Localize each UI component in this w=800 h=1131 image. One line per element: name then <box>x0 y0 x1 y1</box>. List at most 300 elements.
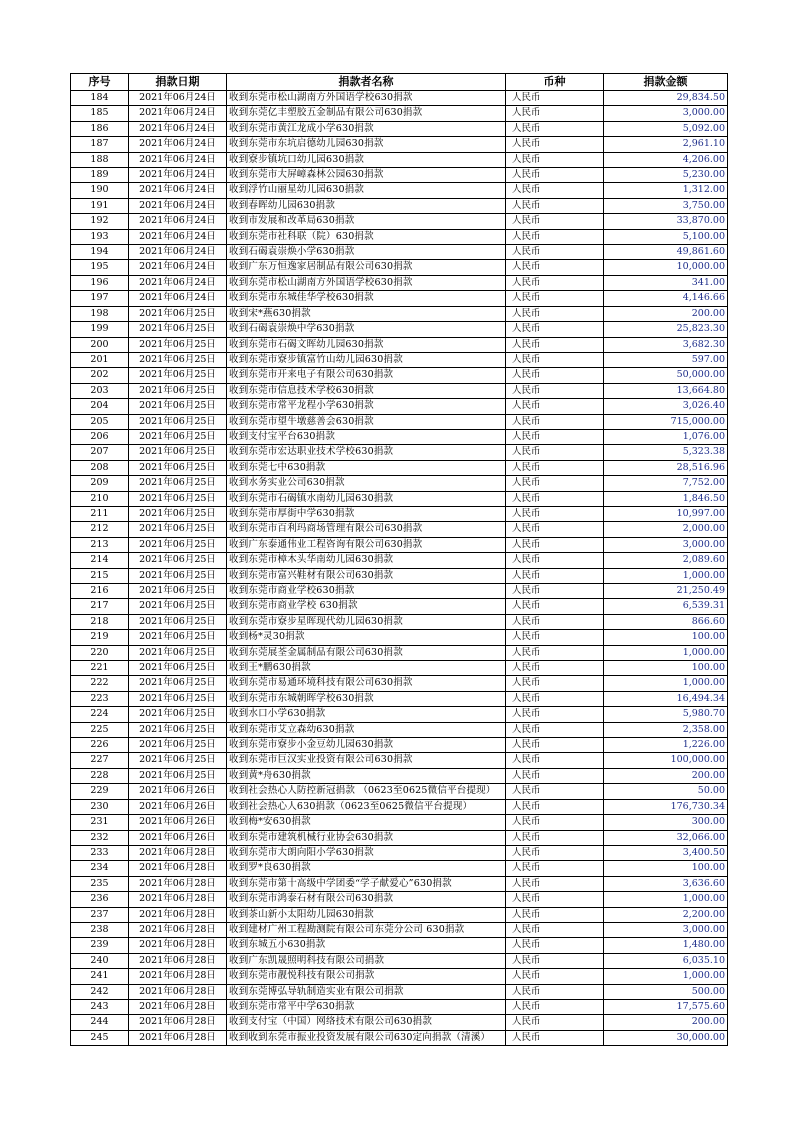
donation-date-cell: 2021年06月25日 <box>129 630 227 645</box>
currency-cell: 人民币 <box>506 121 604 136</box>
table-row <box>71 183 728 198</box>
serial-no-cell: 228 <box>71 768 129 783</box>
table-row <box>71 861 728 876</box>
amount-cell: 6,539.31 <box>604 599 728 614</box>
table-row <box>71 168 728 183</box>
currency-cell: 人民币 <box>506 753 604 768</box>
table-row <box>71 476 728 491</box>
serial-no-cell: 216 <box>71 584 129 599</box>
donor-name-cell: 收到东莞市第十高级中学团委“学子献爱心”630捐款 <box>227 876 506 891</box>
table-row <box>71 491 728 506</box>
donation-date-cell: 2021年06月25日 <box>129 676 227 691</box>
table-row <box>71 722 728 737</box>
table-row <box>71 753 728 768</box>
amount-cell: 2,089.60 <box>604 553 728 568</box>
amount-cell: 100,000.00 <box>604 753 728 768</box>
donor-name-cell: 收到支付宝平台630捐款 <box>227 429 506 444</box>
donation-date-cell: 2021年06月28日 <box>129 861 227 876</box>
table-row <box>71 922 728 937</box>
serial-no-cell: 229 <box>71 784 129 799</box>
currency-cell: 人民币 <box>506 784 604 799</box>
donation-date-cell: 2021年06月25日 <box>129 306 227 321</box>
currency-cell: 人民币 <box>506 306 604 321</box>
serial-no-cell: 239 <box>71 938 129 953</box>
donation-date-cell: 2021年06月25日 <box>129 553 227 568</box>
donor-name-cell: 收到东莞市富兴鞋材有限公司630捐款 <box>227 568 506 583</box>
currency-cell: 人民币 <box>506 91 604 106</box>
table-row <box>71 938 728 953</box>
serial-no-cell: 204 <box>71 399 129 414</box>
currency-cell: 人民币 <box>506 599 604 614</box>
donor-name-cell: 收到东莞七中630捐款 <box>227 460 506 475</box>
currency-cell: 人民币 <box>506 876 604 891</box>
amount-cell: 5,323.38 <box>604 445 728 460</box>
serial-no-cell: 227 <box>71 753 129 768</box>
amount-cell: 1,000.00 <box>604 676 728 691</box>
serial-no-cell: 198 <box>71 306 129 321</box>
table-row <box>71 352 728 367</box>
amount-cell: 32,066.00 <box>604 830 728 845</box>
donor-name-cell: 收到东莞市东城朝晖学校630捐款 <box>227 691 506 706</box>
amount-cell: 100.00 <box>604 661 728 676</box>
donor-name-cell: 收到东莞市东城佳华学校630捐款 <box>227 291 506 306</box>
donor-name-cell: 收到梅*安630捐款 <box>227 815 506 830</box>
donation-date-cell: 2021年06月24日 <box>129 245 227 260</box>
currency-cell: 人民币 <box>506 522 604 537</box>
serial-no-cell: 215 <box>71 568 129 583</box>
amount-cell: 200.00 <box>604 1015 728 1030</box>
currency-cell: 人民币 <box>506 999 604 1014</box>
donor-name-cell: 收到收到东莞市振业投资发展有限公司630定向捐款（清溪） <box>227 1030 506 1045</box>
amount-cell: 28,516.96 <box>604 460 728 475</box>
serial-no-cell: 230 <box>71 799 129 814</box>
table-row <box>71 876 728 891</box>
amount-cell: 25,823.30 <box>604 322 728 337</box>
currency-cell: 人民币 <box>506 845 604 860</box>
table-row <box>71 322 728 337</box>
amount-cell: 1,000.00 <box>604 892 728 907</box>
amount-cell: 33,870.00 <box>604 214 728 229</box>
serial-no-cell: 194 <box>71 245 129 260</box>
currency-cell: 人民币 <box>506 337 604 352</box>
donation-date-cell: 2021年06月24日 <box>129 198 227 213</box>
currency-cell: 人民币 <box>506 691 604 706</box>
currency-cell: 人民币 <box>506 1030 604 1045</box>
table-row <box>71 892 728 907</box>
amount-cell: 500.00 <box>604 984 728 999</box>
amount-cell: 5,230.00 <box>604 168 728 183</box>
table-row <box>71 368 728 383</box>
donor-name-cell: 收到市发展和改革局630捐款 <box>227 214 506 229</box>
serial-no-cell: 240 <box>71 953 129 968</box>
serial-no-cell: 234 <box>71 861 129 876</box>
serial-no-cell: 192 <box>71 214 129 229</box>
header-donor-name: 捐款者名称 <box>227 74 506 91</box>
donor-name-cell: 收到广东万恒逸家居制品有限公司630捐款 <box>227 260 506 275</box>
amount-cell: 200.00 <box>604 306 728 321</box>
amount-cell: 3,682.30 <box>604 337 728 352</box>
amount-cell: 200.00 <box>604 768 728 783</box>
donor-name-cell: 收到东莞市厚街中学630捐款 <box>227 506 506 521</box>
currency-cell: 人民币 <box>506 491 604 506</box>
table-row <box>71 845 728 860</box>
currency-cell: 人民币 <box>506 445 604 460</box>
currency-cell: 人民币 <box>506 938 604 953</box>
amount-cell: 3,750.00 <box>604 198 728 213</box>
currency-cell: 人民币 <box>506 722 604 737</box>
currency-cell: 人民币 <box>506 969 604 984</box>
donation-date-cell: 2021年06月25日 <box>129 661 227 676</box>
donor-name-cell: 收到东莞市鸿泰石材有限公司630捐款 <box>227 892 506 907</box>
table-row <box>71 630 728 645</box>
donation-date-cell: 2021年06月25日 <box>129 445 227 460</box>
currency-cell: 人民币 <box>506 861 604 876</box>
donation-date-cell: 2021年06月24日 <box>129 291 227 306</box>
donor-name-cell: 收到支付宝（中国）网络技术有限公司630捐款 <box>227 1015 506 1030</box>
amount-cell: 7,752.00 <box>604 476 728 491</box>
table-row <box>71 599 728 614</box>
table-row <box>71 445 728 460</box>
serial-no-cell: 202 <box>71 368 129 383</box>
donor-name-cell: 收到春晖幼儿园630捐款 <box>227 198 506 213</box>
serial-no-cell: 226 <box>71 738 129 753</box>
donation-date-cell: 2021年06月28日 <box>129 999 227 1014</box>
donation-date-cell: 2021年06月26日 <box>129 784 227 799</box>
currency-cell: 人民币 <box>506 661 604 676</box>
table-row <box>71 245 728 260</box>
donor-name-cell: 收到东莞市开来电子有限公司630捐款 <box>227 368 506 383</box>
donor-name-cell: 收到东莞市艾立森幼630捐款 <box>227 722 506 737</box>
currency-cell: 人民币 <box>506 645 604 660</box>
amount-cell: 1,846.50 <box>604 491 728 506</box>
amount-cell: 100.00 <box>604 630 728 645</box>
donor-name-cell: 收到寮步镇坑口幼儿园630捐款 <box>227 152 506 167</box>
donor-name-cell: 收到东莞市商业学校 630捐款 <box>227 599 506 614</box>
amount-cell: 2,000.00 <box>604 522 728 537</box>
donation-date-cell: 2021年06月25日 <box>129 768 227 783</box>
currency-cell: 人民币 <box>506 614 604 629</box>
serial-no-cell: 224 <box>71 707 129 722</box>
amount-cell: 4,146.66 <box>604 291 728 306</box>
amount-cell: 3,026.40 <box>604 399 728 414</box>
donation-date-cell: 2021年06月28日 <box>129 907 227 922</box>
donation-date-cell: 2021年06月28日 <box>129 876 227 891</box>
donation-date-cell: 2021年06月25日 <box>129 414 227 429</box>
amount-cell: 10,997.00 <box>604 506 728 521</box>
amount-cell: 4,206.00 <box>604 152 728 167</box>
table-row <box>71 768 728 783</box>
serial-no-cell: 241 <box>71 969 129 984</box>
table-row <box>71 707 728 722</box>
donor-name-cell: 收到东莞市松山湖南方外国语学校630捐款 <box>227 275 506 290</box>
table-row <box>71 1015 728 1030</box>
table-row <box>71 676 728 691</box>
currency-cell: 人民币 <box>506 984 604 999</box>
currency-cell: 人民币 <box>506 429 604 444</box>
table-row <box>71 661 728 676</box>
donor-name-cell: 收到东莞市常平龙程小学630捐款 <box>227 399 506 414</box>
serial-no-cell: 231 <box>71 815 129 830</box>
table-row <box>71 414 728 429</box>
currency-cell: 人民币 <box>506 106 604 121</box>
header-amount: 捐款金额 <box>604 74 728 91</box>
donation-date-cell: 2021年06月28日 <box>129 969 227 984</box>
donation-date-cell: 2021年06月28日 <box>129 938 227 953</box>
donor-name-cell: 收到王*鹏630捐款 <box>227 661 506 676</box>
donor-name-cell: 收到东城五小630捐款 <box>227 938 506 953</box>
donor-name-cell: 收到东莞市寮步小金豆幼儿园630捐款 <box>227 738 506 753</box>
donor-name-cell: 收到东莞市望牛墩慈善会630捐款 <box>227 414 506 429</box>
donation-date-cell: 2021年06月25日 <box>129 537 227 552</box>
donation-date-cell: 2021年06月24日 <box>129 260 227 275</box>
table-row <box>71 537 728 552</box>
serial-no-cell: 206 <box>71 429 129 444</box>
currency-cell: 人民币 <box>506 738 604 753</box>
amount-cell: 5,100.00 <box>604 229 728 244</box>
currency-cell: 人民币 <box>506 707 604 722</box>
donation-date-cell: 2021年06月25日 <box>129 491 227 506</box>
currency-cell: 人民币 <box>506 892 604 907</box>
currency-cell: 人民币 <box>506 183 604 198</box>
donor-name-cell: 收到广东泰通伟业工程咨询有限公司630捐款 <box>227 537 506 552</box>
amount-cell: 866.60 <box>604 614 728 629</box>
amount-cell: 29,834.50 <box>604 91 728 106</box>
serial-no-cell: 214 <box>71 553 129 568</box>
amount-cell: 49,861.60 <box>604 245 728 260</box>
serial-no-cell: 217 <box>71 599 129 614</box>
table-row <box>71 229 728 244</box>
donation-date-cell: 2021年06月25日 <box>129 722 227 737</box>
currency-cell: 人民币 <box>506 584 604 599</box>
currency-cell: 人民币 <box>506 137 604 152</box>
serial-no-cell: 209 <box>71 476 129 491</box>
donation-date-cell: 2021年06月25日 <box>129 707 227 722</box>
donor-name-cell: 收到水务实业公司630捐款 <box>227 476 506 491</box>
amount-cell: 300.00 <box>604 815 728 830</box>
amount-cell: 16,494.34 <box>604 691 728 706</box>
serial-no-cell: 197 <box>71 291 129 306</box>
table-row <box>71 106 728 121</box>
table-row <box>71 1030 728 1045</box>
serial-no-cell: 235 <box>71 876 129 891</box>
amount-cell: 2,200.00 <box>604 907 728 922</box>
table-row <box>71 799 728 814</box>
currency-cell: 人民币 <box>506 953 604 968</box>
table-row <box>71 553 728 568</box>
donor-name-cell: 收到东莞市建筑机械行业协会630捐款 <box>227 830 506 845</box>
donor-name-cell: 收到东莞市易通环境科技有限公司630捐款 <box>227 676 506 691</box>
table-row <box>71 568 728 583</box>
amount-cell: 597.00 <box>604 352 728 367</box>
currency-cell: 人民币 <box>506 399 604 414</box>
table-row <box>71 691 728 706</box>
amount-cell: 50.00 <box>604 784 728 799</box>
serial-no-cell: 211 <box>71 506 129 521</box>
amount-cell: 1,000.00 <box>604 969 728 984</box>
currency-cell: 人民币 <box>506 383 604 398</box>
donor-name-cell: 收到茶山新小太阳幼儿园630捐款 <box>227 907 506 922</box>
table-row <box>71 614 728 629</box>
donation-date-cell: 2021年06月24日 <box>129 106 227 121</box>
amount-cell: 1,076.00 <box>604 429 728 444</box>
donation-date-cell: 2021年06月25日 <box>129 522 227 537</box>
table-row <box>71 830 728 845</box>
table-row <box>71 584 728 599</box>
donor-name-cell: 收到东莞市黄江龙成小学630捐款 <box>227 121 506 136</box>
donor-name-cell: 收到东莞市大屏嶂森林公园630捐款 <box>227 168 506 183</box>
donor-name-cell: 收到石碣袁崇焕中学630捐款 <box>227 322 506 337</box>
amount-cell: 2,961.10 <box>604 137 728 152</box>
amount-cell: 3,000.00 <box>604 922 728 937</box>
donation-date-cell: 2021年06月28日 <box>129 953 227 968</box>
table-row <box>71 460 728 475</box>
table-row <box>71 645 728 660</box>
donor-name-cell: 收到罗*良630捐款 <box>227 861 506 876</box>
donation-date-cell: 2021年06月28日 <box>129 1030 227 1045</box>
currency-cell: 人民币 <box>506 799 604 814</box>
serial-no-cell: 245 <box>71 1030 129 1045</box>
serial-no-cell: 210 <box>71 491 129 506</box>
donation-date-cell: 2021年06月28日 <box>129 984 227 999</box>
currency-cell: 人民币 <box>506 260 604 275</box>
serial-no-cell: 188 <box>71 152 129 167</box>
serial-no-cell: 207 <box>71 445 129 460</box>
donation-record-sheet <box>70 73 727 1046</box>
amount-cell: 715,000.00 <box>604 414 728 429</box>
donor-name-cell: 收到东莞市东坑启德幼儿园630捐款 <box>227 137 506 152</box>
donation-date-cell: 2021年06月25日 <box>129 599 227 614</box>
donor-name-cell: 收到石碣袁崇焕小学630捐款 <box>227 245 506 260</box>
donation-date-cell: 2021年06月25日 <box>129 368 227 383</box>
serial-no-cell: 238 <box>71 922 129 937</box>
donation-date-cell: 2021年06月25日 <box>129 691 227 706</box>
currency-cell: 人民币 <box>506 460 604 475</box>
currency-cell: 人民币 <box>506 414 604 429</box>
donor-name-cell: 收到东莞市寮步镇富竹山幼儿园630捐款 <box>227 352 506 367</box>
donor-name-cell: 收到广东凯晟照明科技有限公司捐款 <box>227 953 506 968</box>
serial-no-cell: 225 <box>71 722 129 737</box>
amount-cell: 30,000.00 <box>604 1030 728 1045</box>
donation-date-cell: 2021年06月25日 <box>129 322 227 337</box>
table-row <box>71 383 728 398</box>
donor-name-cell: 收到社会热心人630捐款（0623至0625微信平台提现） <box>227 799 506 814</box>
currency-cell: 人民币 <box>506 476 604 491</box>
amount-cell: 3,400.50 <box>604 845 728 860</box>
serial-no-cell: 233 <box>71 845 129 860</box>
donation-date-cell: 2021年06月24日 <box>129 275 227 290</box>
currency-cell: 人民币 <box>506 198 604 213</box>
serial-no-cell: 223 <box>71 691 129 706</box>
table-row <box>71 260 728 275</box>
serial-no-cell: 237 <box>71 907 129 922</box>
donor-name-cell: 收到宋*燕630捐款 <box>227 306 506 321</box>
serial-no-cell: 218 <box>71 614 129 629</box>
table-row <box>71 121 728 136</box>
currency-cell: 人民币 <box>506 568 604 583</box>
donation-date-cell: 2021年06月25日 <box>129 399 227 414</box>
table-row <box>71 306 728 321</box>
serial-no-cell: 190 <box>71 183 129 198</box>
donation-date-cell: 2021年06月26日 <box>129 830 227 845</box>
donation-date-cell: 2021年06月25日 <box>129 429 227 444</box>
currency-cell: 人民币 <box>506 352 604 367</box>
donation-date-cell: 2021年06月25日 <box>129 614 227 629</box>
serial-no-cell: 221 <box>71 661 129 676</box>
header-serial-no: 序号 <box>71 74 129 91</box>
donor-name-cell: 收到东莞市商业学校630捐款 <box>227 584 506 599</box>
table-row <box>71 198 728 213</box>
currency-cell: 人民币 <box>506 214 604 229</box>
donor-name-cell: 收到东莞市石碣文晖幼儿园630捐款 <box>227 337 506 352</box>
header-currency: 币种 <box>506 74 604 91</box>
amount-cell: 3,636.60 <box>604 876 728 891</box>
table-row <box>71 738 728 753</box>
donation-date-cell: 2021年06月25日 <box>129 337 227 352</box>
donation-date-cell: 2021年06月24日 <box>129 214 227 229</box>
amount-cell: 1,480.00 <box>604 938 728 953</box>
currency-cell: 人民币 <box>506 907 604 922</box>
serial-no-cell: 184 <box>71 91 129 106</box>
currency-cell: 人民币 <box>506 815 604 830</box>
donor-name-cell: 收到东莞市靓悦科技有限公司捐款 <box>227 969 506 984</box>
serial-no-cell: 201 <box>71 352 129 367</box>
serial-no-cell: 232 <box>71 830 129 845</box>
amount-cell: 1,000.00 <box>604 568 728 583</box>
currency-cell: 人民币 <box>506 922 604 937</box>
donation-date-cell: 2021年06月28日 <box>129 922 227 937</box>
serial-no-cell: 193 <box>71 229 129 244</box>
table-row <box>71 91 728 106</box>
table-row <box>71 815 728 830</box>
donor-name-cell: 收到东莞市百利玛商场管理有限公司630捐款 <box>227 522 506 537</box>
serial-no-cell: 212 <box>71 522 129 537</box>
currency-cell: 人民币 <box>506 291 604 306</box>
donor-name-cell: 收到东莞市寮步星晖现代幼儿园630捐款 <box>227 614 506 629</box>
donor-name-cell: 收到东莞市信息技术学校630捐款 <box>227 383 506 398</box>
currency-cell: 人民币 <box>506 168 604 183</box>
serial-no-cell: 219 <box>71 630 129 645</box>
donor-name-cell: 收到东莞市樟木头华南幼儿园630捐款 <box>227 553 506 568</box>
table-row <box>71 969 728 984</box>
amount-cell: 100.00 <box>604 861 728 876</box>
donor-name-cell: 收到水口小学630捐款 <box>227 707 506 722</box>
donation-date-cell: 2021年06月25日 <box>129 506 227 521</box>
donation-date-cell: 2021年06月28日 <box>129 1015 227 1030</box>
serial-no-cell: 189 <box>71 168 129 183</box>
donor-name-cell: 收到东莞市大朗向阳小学630捐款 <box>227 845 506 860</box>
amount-cell: 21,250.49 <box>604 584 728 599</box>
amount-cell: 17,575.60 <box>604 999 728 1014</box>
donation-date-cell: 2021年06月24日 <box>129 121 227 136</box>
currency-cell: 人民币 <box>506 630 604 645</box>
table-row <box>71 907 728 922</box>
amount-cell: 10,000.00 <box>604 260 728 275</box>
donation-date-cell: 2021年06月24日 <box>129 168 227 183</box>
donor-name-cell: 收到东莞市巨汉实业投资有限公司630捐款 <box>227 753 506 768</box>
amount-cell: 5,092.00 <box>604 121 728 136</box>
donor-name-cell: 收到东莞市社科联（院）630捐款 <box>227 229 506 244</box>
donation-date-cell: 2021年06月25日 <box>129 383 227 398</box>
table-row <box>71 214 728 229</box>
amount-cell: 5,980.70 <box>604 707 728 722</box>
donor-name-cell: 收到东莞博弘导轨制造实业有限公司捐款 <box>227 984 506 999</box>
amount-cell: 13,664.80 <box>604 383 728 398</box>
table-row <box>71 137 728 152</box>
donor-name-cell: 收到东莞亿丰塑胶五金制品有限公司630捐款 <box>227 106 506 121</box>
donation-table <box>70 73 728 1046</box>
donation-date-cell: 2021年06月25日 <box>129 584 227 599</box>
currency-cell: 人民币 <box>506 152 604 167</box>
